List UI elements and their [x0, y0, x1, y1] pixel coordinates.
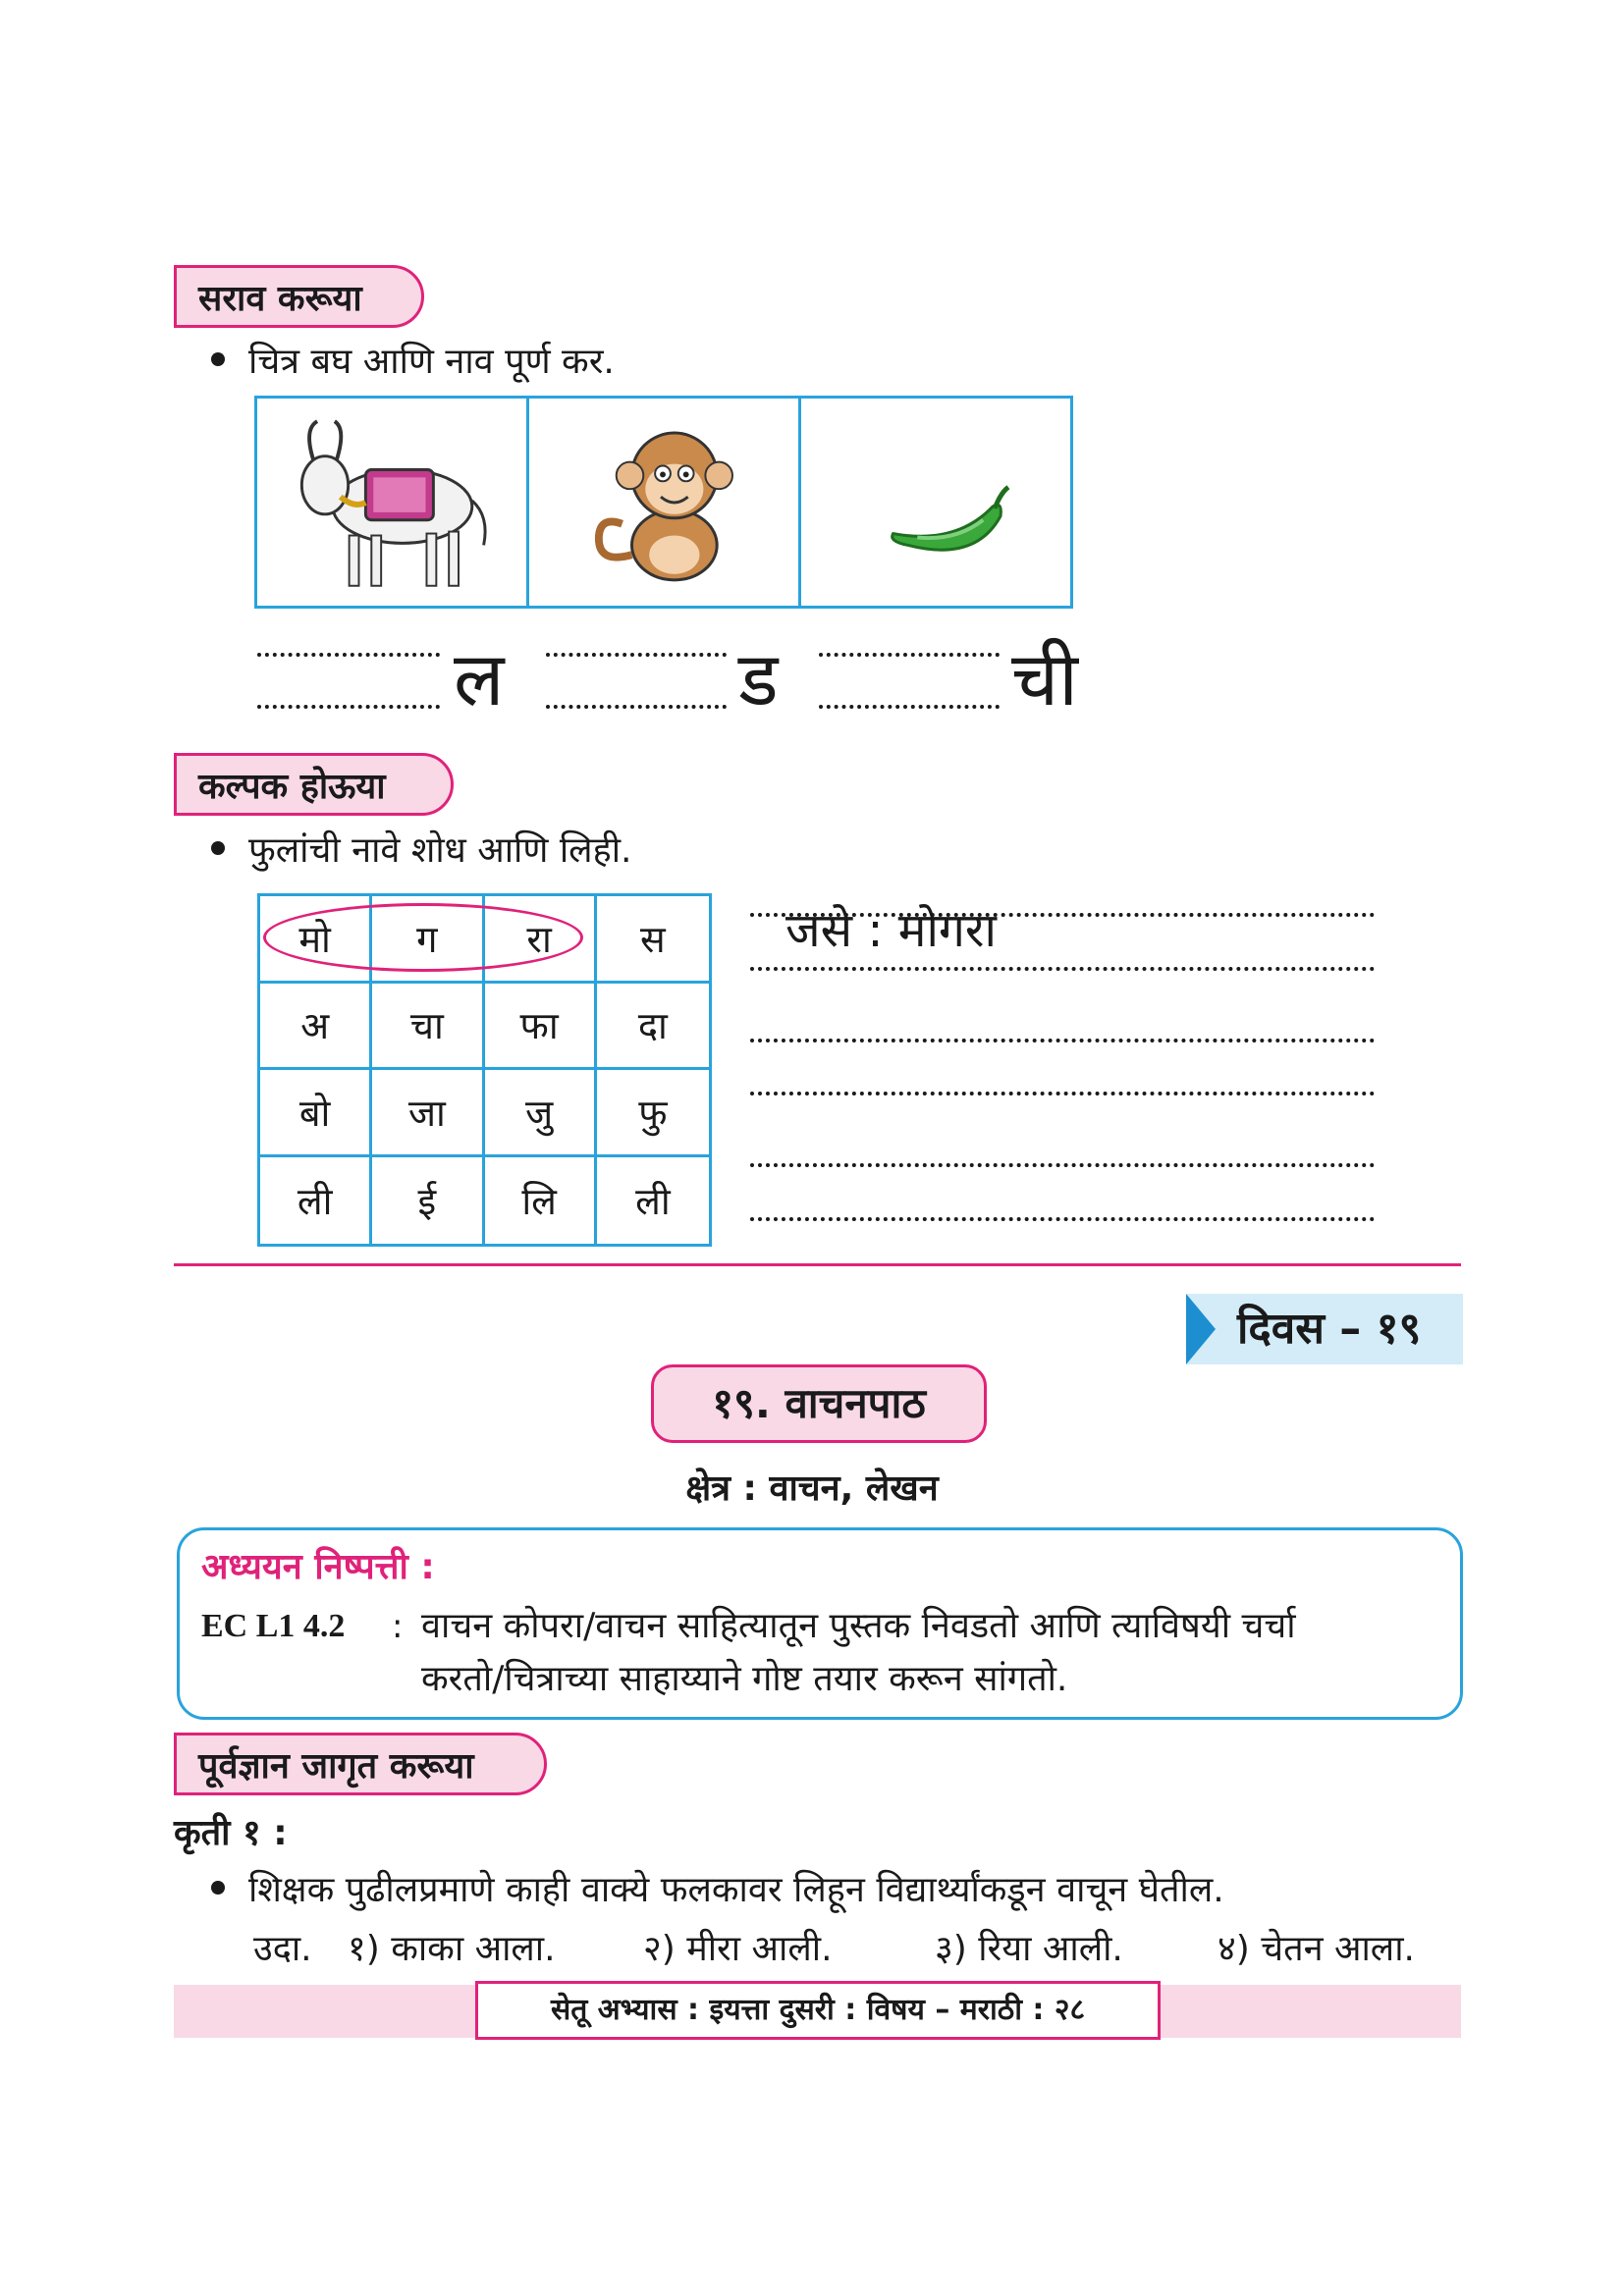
word-ending-2: ड — [738, 635, 779, 722]
example-sentence-1: १) काका आला. — [348, 1929, 556, 1969]
grid-cell: रा — [485, 896, 597, 984]
blank-line — [257, 653, 440, 657]
answer-line — [750, 1163, 1375, 1167]
example-sentence-4: ४) चेतन आला. — [1218, 1929, 1415, 1969]
bullet-icon — [211, 841, 225, 855]
blank-line — [257, 705, 440, 709]
blank-line — [546, 705, 727, 709]
grid-cell: मो — [260, 896, 372, 984]
grid-cell: स — [597, 896, 709, 984]
example-row — [253, 1926, 322, 1973]
lesson-title: १९. वाचनपाठ — [651, 1364, 987, 1443]
grid-cell: जु — [485, 1070, 597, 1157]
outcome-line-2: करतो/चित्राच्या साहाय्याने गोष्ट तयार करून सांगतो. — [421, 1659, 1068, 1699]
bull-icon — [257, 399, 529, 606]
grid-cell: फु — [597, 1070, 709, 1157]
section-divider — [174, 1263, 1461, 1266]
learning-outcome-box — [177, 1527, 1463, 1720]
chilli-icon — [801, 399, 1070, 606]
example-sentence-2: २) मीरा आली. — [643, 1929, 833, 1969]
section-tag-practice: सराव करूया — [174, 265, 424, 328]
word-ending-3: ची — [1011, 635, 1078, 722]
answer-line — [750, 1039, 1375, 1042]
activity-label: कृती १ : — [174, 1813, 288, 1853]
grid-cell: फा — [485, 984, 597, 1071]
instruction-creative — [211, 828, 631, 875]
footer-text: सेतू अभ्यास : इयत्ता दुसरी : विषय – मराठी : २८ — [475, 1981, 1161, 2040]
blank-line — [819, 653, 1000, 657]
example-label: उदा. — [253, 1929, 312, 1969]
instruction-text: शिक्षक पुढीलप्रमाणे काही वाक्ये फलकावर लिहून विद्यार्थ्यांकडून वाचून घेतील. — [248, 1870, 1224, 1910]
outcome-heading: अध्ययन निष्पत्ती : — [201, 1547, 435, 1587]
answer-line — [750, 913, 1375, 917]
section-tag-prior-knowledge: पूर्वज्ञान जागृत करूया — [174, 1733, 547, 1795]
blank-line — [546, 653, 727, 657]
bullet-icon — [211, 352, 225, 366]
grid-cell: ग — [372, 896, 484, 984]
day-badge — [1186, 1294, 1463, 1364]
picture-table — [254, 396, 1073, 609]
grid-cell: लि — [485, 1157, 597, 1245]
grid-cell: चा — [372, 984, 484, 1071]
blank-line — [819, 705, 1000, 709]
lesson-area: क्षेत्र : वाचन, लेखन — [685, 1468, 939, 1509]
monkey-icon — [529, 399, 801, 606]
grid-cell: ई — [372, 1157, 484, 1245]
instruction-text: फुलांची नावे शोध आणि लिही. — [248, 830, 632, 871]
answer-line — [750, 967, 1375, 971]
grid-cell: ली — [635, 1179, 671, 1223]
grid-cell: जा — [372, 1070, 484, 1157]
example-answer: जसे : मोगरा — [785, 903, 997, 958]
example-sentence-3: ३) रिया आली. — [935, 1929, 1123, 1969]
answer-line — [750, 1217, 1375, 1221]
grid-cell: अ — [260, 984, 372, 1071]
outcome-line-1: वाचन कोपरा/वाचन साहित्यातून पुस्तक निवडतो आणि त्याविषयी चर्चा — [421, 1606, 1296, 1646]
grid-cell: बो — [260, 1070, 372, 1157]
word-ending-1: ल — [454, 635, 505, 722]
grid-cell: दा — [597, 984, 709, 1071]
instruction-activity — [211, 1867, 1224, 1914]
outcome-separator: : — [392, 1607, 404, 1646]
day-label: दिवस – १९ — [1237, 1304, 1422, 1354]
arrow-icon — [1186, 1294, 1216, 1364]
instruction-practice — [211, 339, 615, 386]
instruction-text: चित्र बघ आणि नाव पूर्ण कर. — [248, 342, 615, 382]
circled-word-highlight — [263, 903, 583, 972]
answer-line — [750, 1092, 1375, 1095]
grid-cell: ली — [260, 1157, 372, 1245]
section-tag-creative: कल्पक होऊया — [174, 753, 454, 816]
bullet-icon — [211, 1881, 225, 1895]
outcome-code: EC L1 4.2 — [201, 1608, 346, 1644]
